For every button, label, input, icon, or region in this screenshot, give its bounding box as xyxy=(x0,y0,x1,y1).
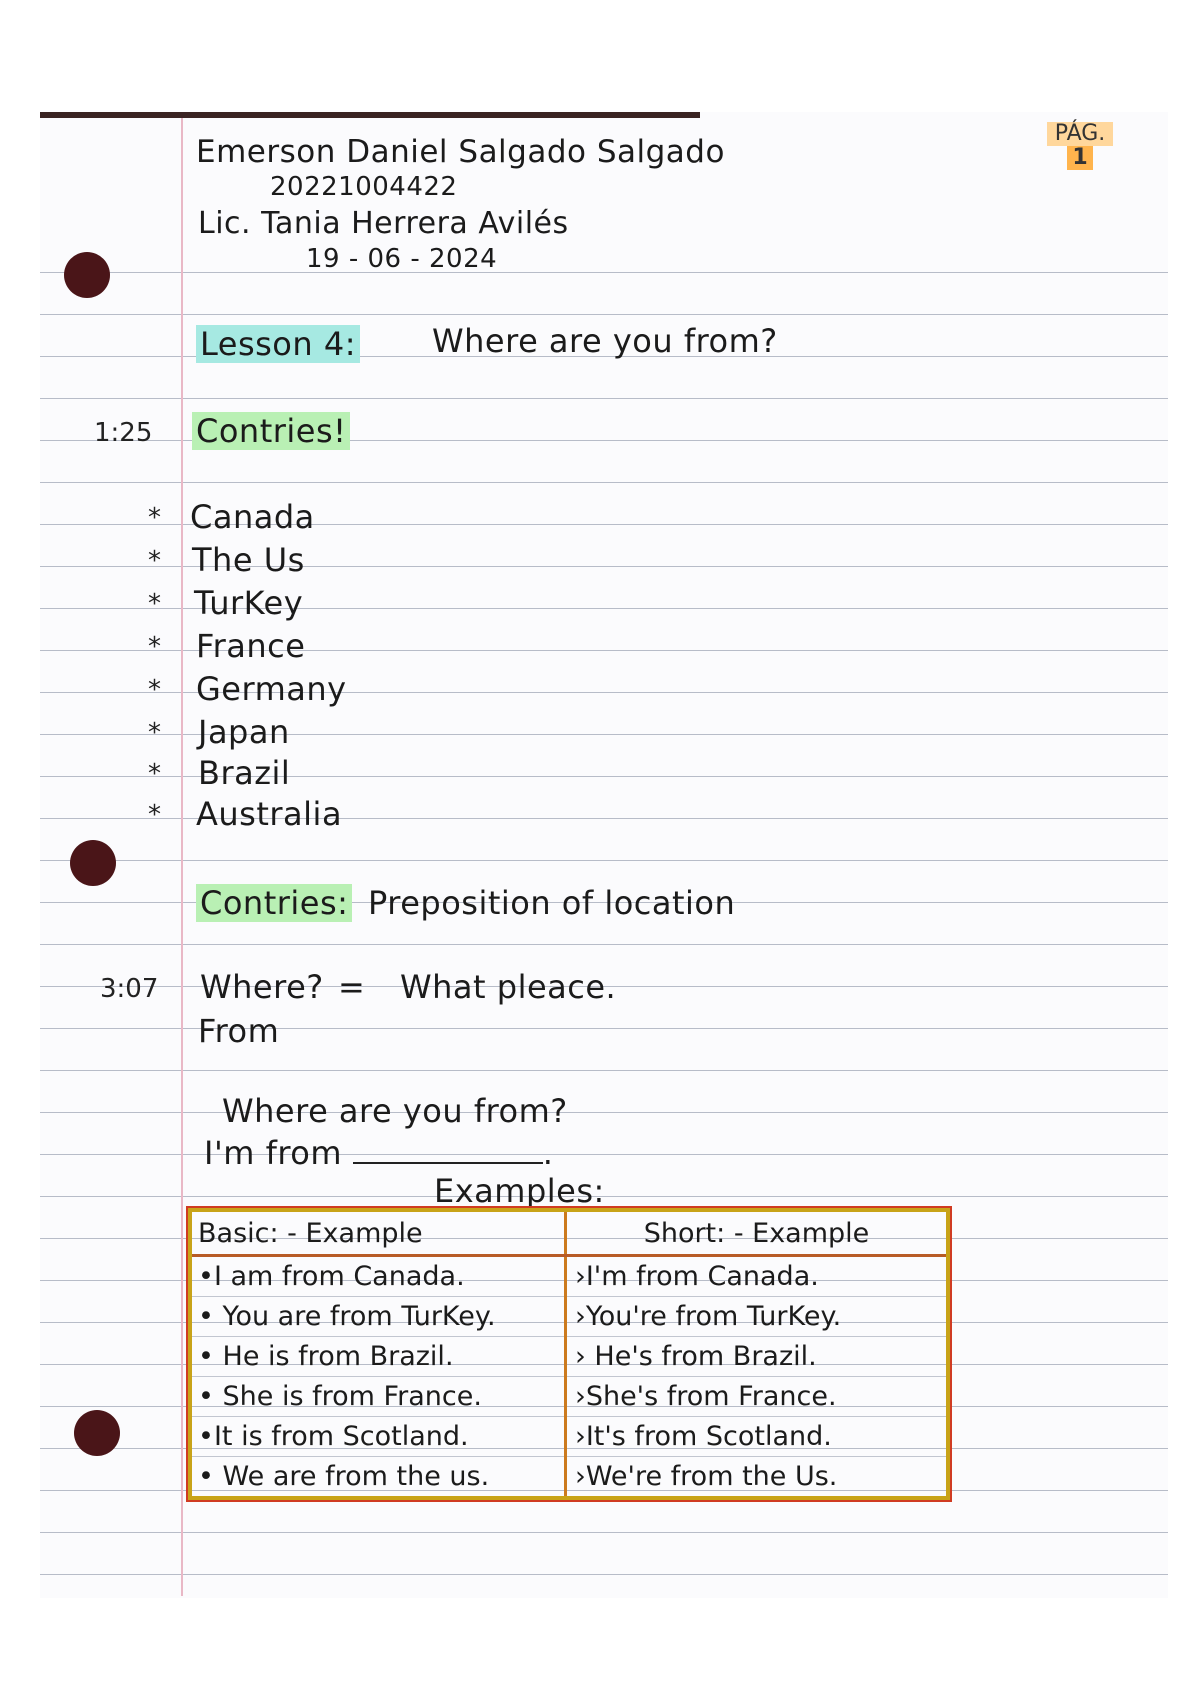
ruled-line xyxy=(40,944,1168,945)
answer-blank xyxy=(353,1138,543,1164)
page-number-tag xyxy=(1047,122,1113,174)
preposition-heading xyxy=(196,884,352,922)
list-item: TurKey xyxy=(194,584,304,622)
ruled-line xyxy=(40,398,1168,399)
column-header-short: Short: - Example xyxy=(566,1210,949,1256)
ruled-line xyxy=(40,314,1168,315)
arrow-marker: › xyxy=(575,1381,586,1412)
binder-hole xyxy=(64,252,110,298)
lesson-label-text: Lesson 4: xyxy=(196,325,360,363)
bullet-marker: • xyxy=(198,1301,214,1332)
table-row xyxy=(190,1417,948,1457)
basic-example-text: She is from France. xyxy=(222,1381,482,1412)
binder-hole xyxy=(70,840,116,886)
short-example-cell xyxy=(566,1337,949,1377)
bullet-marker: • xyxy=(198,1261,214,1292)
lesson-title: Where are you from? xyxy=(432,322,778,360)
short-example-cell xyxy=(566,1297,949,1337)
list-item: The Us xyxy=(192,541,305,579)
basic-example-cell xyxy=(190,1337,566,1377)
example-question: Where are you from? xyxy=(222,1092,568,1130)
examples-title: Examples: xyxy=(434,1172,605,1210)
binder-hole xyxy=(74,1410,120,1456)
arrow-marker: › xyxy=(575,1461,586,1492)
table-row xyxy=(190,1337,948,1377)
student-id: 20221004422 xyxy=(270,172,458,202)
margin-line xyxy=(181,118,183,1596)
example-answer-prefix: I'm from xyxy=(204,1134,343,1172)
arrow-marker: › xyxy=(575,1261,586,1292)
equals-sign: = xyxy=(338,968,366,1006)
list-item: France xyxy=(196,627,306,665)
bullet-marker: • xyxy=(198,1421,214,1452)
preposition-heading-text: Contries: xyxy=(196,884,352,922)
short-example-cell xyxy=(566,1256,949,1297)
arrow-marker: › xyxy=(575,1421,586,1452)
asterisk-bullet: * xyxy=(148,675,161,705)
lesson-label xyxy=(196,325,360,363)
basic-example-text: He is from Brazil. xyxy=(222,1341,454,1372)
asterisk-bullet: * xyxy=(148,632,161,662)
ruled-line xyxy=(40,1532,1168,1533)
bullet-marker: • xyxy=(198,1341,214,1372)
asterisk-bullet: * xyxy=(148,800,161,830)
where-meaning: What pleace. xyxy=(400,968,617,1006)
ruled-line xyxy=(40,272,1168,273)
short-example-cell xyxy=(566,1457,949,1499)
bullet-marker: • xyxy=(198,1381,214,1412)
example-answer xyxy=(204,1134,553,1172)
asterisk-bullet: * xyxy=(148,718,161,748)
countries-heading xyxy=(192,412,350,450)
asterisk-bullet: * xyxy=(148,503,161,533)
list-item: Canada xyxy=(190,498,315,536)
list-item: Brazil xyxy=(198,754,291,792)
date: 19 - 06 - 2024 xyxy=(306,244,498,274)
basic-example-cell xyxy=(190,1377,566,1417)
basic-example-text: You are from TurKey. xyxy=(222,1301,496,1332)
where-question: Where? xyxy=(200,968,324,1006)
from-word: From xyxy=(198,1012,280,1050)
list-item: Japan xyxy=(198,713,290,751)
short-example-cell xyxy=(566,1377,949,1417)
list-item: Germany xyxy=(196,670,347,708)
time-marker: 3:07 xyxy=(100,974,159,1004)
short-example-text: We're from the Us. xyxy=(585,1461,838,1492)
short-example-text: He's from Brazil. xyxy=(594,1341,817,1372)
example-answer-suffix: . xyxy=(542,1134,554,1172)
basic-example-cell xyxy=(190,1417,566,1457)
basic-example-text: I am from Canada. xyxy=(213,1261,465,1292)
examples-table xyxy=(188,1208,950,1500)
page-label: PÁG. xyxy=(1047,122,1113,146)
asterisk-bullet: * xyxy=(148,589,161,619)
ruled-line xyxy=(40,1070,1168,1071)
short-example-text: I'm from Canada. xyxy=(585,1261,819,1292)
ruled-line xyxy=(40,860,1168,861)
student-name: Emerson Daniel Salgado Salgado xyxy=(196,134,725,170)
arrow-marker: › xyxy=(575,1301,586,1332)
page-number: 1 xyxy=(1067,146,1092,170)
page-top-edge xyxy=(40,112,700,118)
table-row xyxy=(190,1457,948,1499)
ruled-line xyxy=(40,482,1168,483)
basic-example-cell xyxy=(190,1297,566,1337)
bullet-marker: • xyxy=(198,1461,214,1492)
countries-heading-text: Contries! xyxy=(192,412,350,450)
short-example-text: It's from Scotland. xyxy=(585,1421,832,1452)
asterisk-bullet: * xyxy=(148,759,161,789)
ruled-line xyxy=(40,1574,1168,1575)
arrow-marker: › xyxy=(575,1341,586,1372)
basic-example-text: It is from Scotland. xyxy=(213,1421,469,1452)
asterisk-bullet: * xyxy=(148,546,161,576)
short-example-text: She's from France. xyxy=(585,1381,837,1412)
basic-example-cell xyxy=(190,1256,566,1297)
table-row xyxy=(190,1297,948,1337)
table-header-row xyxy=(190,1210,948,1256)
column-header-basic: Basic: - Example xyxy=(190,1210,566,1256)
short-example-cell xyxy=(566,1417,949,1457)
short-example-text: You're from TurKey. xyxy=(585,1301,842,1332)
basic-example-text: We are from the us. xyxy=(222,1461,490,1492)
teacher-name: Lic. Tania Herrera Avilés xyxy=(198,206,569,241)
table-row xyxy=(190,1256,948,1297)
ruled-line xyxy=(40,1112,1168,1113)
list-item: Australia xyxy=(196,795,343,833)
preposition-text: Preposition of location xyxy=(368,884,736,922)
basic-example-cell xyxy=(190,1457,566,1499)
table-row xyxy=(190,1377,948,1417)
time-marker: 1:25 xyxy=(94,418,153,448)
